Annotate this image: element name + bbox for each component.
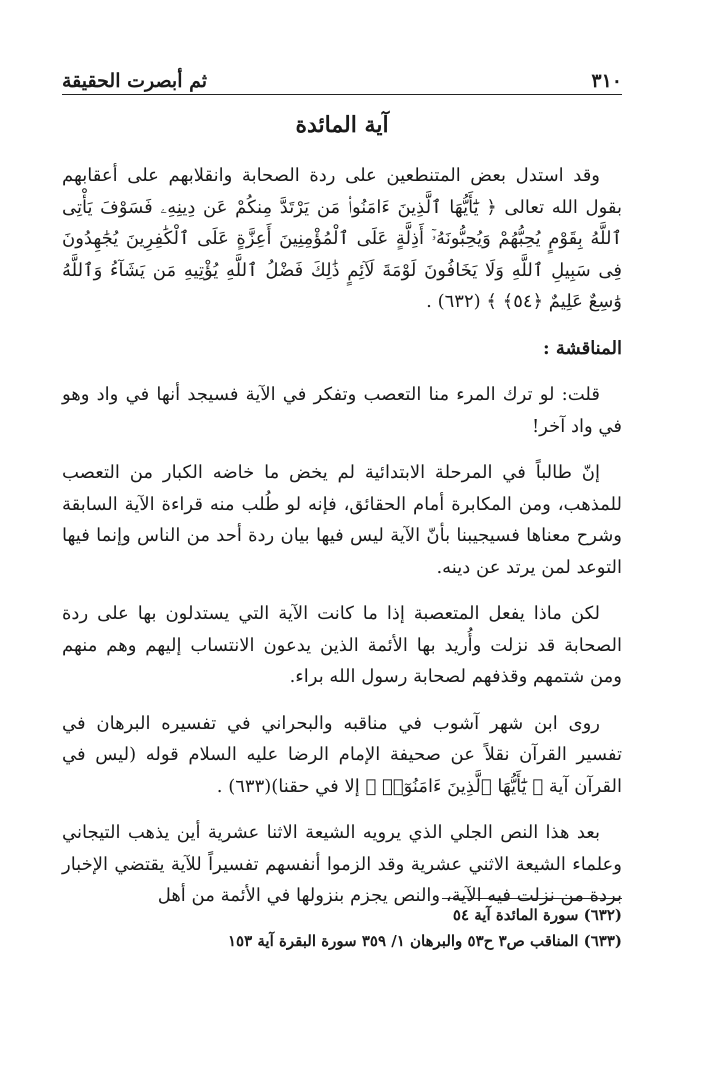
- book-title: ثم أبصرت الحقيقة: [62, 70, 208, 92]
- paragraph-1: قلت: لو ترك المرء منا التعصب وتفكر في الآية فسيجد أنها في واد وهو في واد آخر!: [62, 384, 622, 437]
- header-rule: [62, 94, 622, 95]
- page-number: ٣١٠: [591, 70, 622, 92]
- paragraph-intro: وقد استدل بعض المتنطعين على ردة الصحابة وانقلابهم على أعقابهم بقول الله تعالى ﴿ يَٰٓأَيُّهَا ٱلَّذِينَ ءَامَنُوا۟ مَن يَرْتَدَّ مِنكُمْ عَن دِينِهِۦ فَسَوْفَ يَأْتِى ٱللَّهُ بِقَوْمٍ يُحِبُّهُمْ وَيُحِبُّونَهُۥٓ أَذِلَّةٍ عَلَى ٱلْمُؤْمِنِينَ أَعِزَّةٍ عَلَى ٱلْكَٰفِرِينَ يُجَٰهِدُونَ فِى سَبِيلِ ٱللَّهِ وَلَا يَخَافُونَ لَوْمَةَ لَآئِمٍ ذَٰلِكَ فَضْلُ ٱللَّهِ يُؤْتِيهِ مَن يَشَآءُ وَٱللَّهُ وَٰسِعٌ عَلِيمٌ ﴿٥٤﴾ ﴾ (٦٣٢) .: [62, 165, 622, 312]
- paragraph-3: لكن ماذا يفعل المتعصبة إذا ما كانت الآية التي يستدلون بها على ردة الصحابة قد نزلت وأُريد بها الأئمة الذين يدعون الانتساب إليهم وهم منهم ومن شتمهم وقذفهم لصحابة رسول الله براء.: [62, 603, 622, 687]
- discussion-heading: المناقشة :: [542, 337, 622, 359]
- paragraph-2: إنّ طالباً في المرحلة الابتدائية لم يخض ما خاضه الكبار من التعصب للمذهب، ومن المكابرة أمام الحقائق، فإنه لو طُلب منه قراءة الآية السابقة وشرح معناها فسيجيبنا بأنّ الآية ليس فيها بيان ردة أحد من الناس وإنما فيها التوعد لمن يرتد عن دينه.: [62, 462, 622, 578]
- footnote-633: (٦٣٣) المناقب ص٣ ح٥٣ والبرهان ١/ ٣٥٩ سورة البقرة آية ١٥٣: [228, 932, 622, 950]
- running-header: [62, 64, 622, 92]
- paragraph-5: بعد هذا النص الجلي الذي يرويه الشيعة الاثنا عشرية أين يذهب التيجاني وعلماء الشيعة الاثني عشرية وقد الزموا أنفسهم تفسيراً للآية يقتضي الإخبار بردة من نزلت فيه الآية، والنص يجزم بنزولها في الأئمة من أهل: [62, 822, 622, 906]
- body-text: [62, 160, 622, 927]
- footnotes: [62, 902, 622, 954]
- footnote-632: (٦٣٢) سورة المائدة آية ٥٤: [452, 906, 622, 924]
- section-title: آية المائدة: [295, 112, 389, 138]
- footnote-rule: [442, 898, 622, 899]
- paragraph-4: روى ابن شهر آشوب في مناقبه والبحراني في تفسيره البرهان في تفسير القرآن نقلاً عن صحيفة الإمام الرضا عليه السلام قوله (ليس في القرآن آية ﴿ يَٰٓأَيُّهَا ٱلَّذِينَ ءَامَنُوٓا۟ ﴾ إلا في حقنا)(٦٣٣) .: [62, 712, 622, 797]
